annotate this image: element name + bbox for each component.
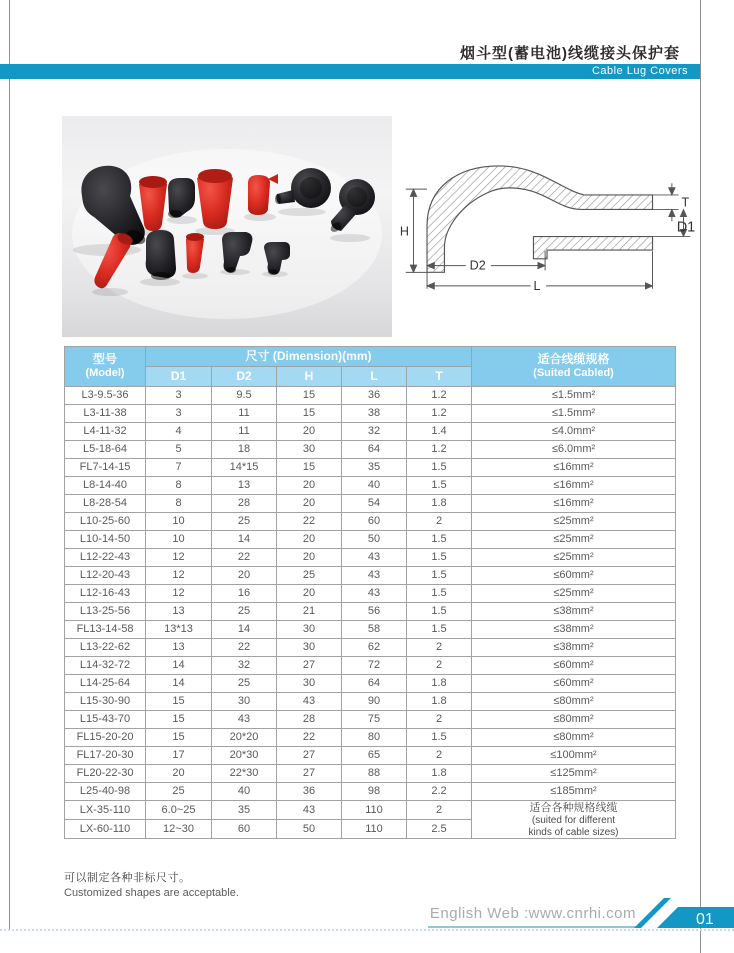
- table-row: [65, 639, 676, 657]
- cell-h: 20: [277, 549, 342, 567]
- cell-l: 98: [342, 783, 407, 801]
- cell-t: 1.8: [407, 675, 472, 693]
- cell-h: 21: [277, 603, 342, 621]
- cell-t: 2: [407, 657, 472, 675]
- table-row: [65, 459, 676, 477]
- notes: [64, 869, 239, 899]
- footer-web-underline: [428, 926, 636, 928]
- table-row: [65, 711, 676, 729]
- cell-d1: 15: [146, 693, 212, 711]
- page-number-flag: [634, 898, 734, 928]
- cell-h: 15: [277, 405, 342, 423]
- note-chinese: 可以制定各种非标尺寸。: [64, 872, 191, 884]
- cell-model: L8-14-40: [65, 477, 146, 495]
- cell-d2: 14: [212, 531, 277, 549]
- cell-suited: ≤16mm²: [472, 495, 676, 513]
- cell-d2: 16: [212, 585, 277, 603]
- column-header-d1: D1: [146, 367, 212, 387]
- cell-d2: 22: [212, 549, 277, 567]
- cell-d2: 35: [212, 801, 277, 820]
- spec-table-header: [65, 347, 676, 387]
- cell-model: LX-60-110: [65, 820, 146, 839]
- cell-d1: 12~30: [146, 820, 212, 839]
- cell-t: 1.5: [407, 585, 472, 603]
- cell-suited: ≤125mm²: [472, 765, 676, 783]
- cell-h: 27: [277, 765, 342, 783]
- cell-l: 35: [342, 459, 407, 477]
- cell-d2: 20*30: [212, 747, 277, 765]
- cell-d1: 25: [146, 783, 212, 801]
- table-row: [65, 441, 676, 459]
- cell-suited: ≤60mm²: [472, 567, 676, 585]
- cell-h: 22: [277, 729, 342, 747]
- cell-h: 30: [277, 639, 342, 657]
- cell-l: 43: [342, 549, 407, 567]
- cell-suited: ≤80mm²: [472, 693, 676, 711]
- cell-t: 1.8: [407, 693, 472, 711]
- cell-t: 1.4: [407, 423, 472, 441]
- section-title-bar: [0, 64, 700, 79]
- column-header-d2: D2: [212, 367, 277, 387]
- cell-model: FL15-20-20: [65, 729, 146, 747]
- table-row: [65, 495, 676, 513]
- cell-l: 40: [342, 477, 407, 495]
- cell-model: L15-43-70: [65, 711, 146, 729]
- cell-l: 54: [342, 495, 407, 513]
- cell-model: L3-11-38: [65, 405, 146, 423]
- left-margin-rule: [9, 0, 10, 931]
- cell-suited: ≤6.0mm²: [472, 441, 676, 459]
- cell-d2: 20: [212, 567, 277, 585]
- cell-d2: 11: [212, 423, 277, 441]
- cell-t: 1.5: [407, 621, 472, 639]
- cell-d1: 13: [146, 639, 212, 657]
- header-model-cn: 型号: [92, 352, 117, 367]
- table-row: [65, 657, 676, 675]
- cell-h: 50: [277, 820, 342, 839]
- cell-suited: ≤25mm²: [472, 585, 676, 603]
- cell-l: 110: [342, 820, 407, 839]
- note-english: Customized shapes are acceptable.: [64, 887, 239, 899]
- cell-model: FL20-22-30: [65, 765, 146, 783]
- table-row: [65, 567, 676, 585]
- cell-t: 1.2: [407, 441, 472, 459]
- cell-model: L5-18-64: [65, 441, 146, 459]
- table-row: [65, 423, 676, 441]
- cell-suited: ≤1.5mm²: [472, 387, 676, 405]
- cell-d1: 8: [146, 477, 212, 495]
- cell-d1: 15: [146, 729, 212, 747]
- cell-d1: 13: [146, 603, 212, 621]
- table-row: [65, 765, 676, 783]
- cell-model: LX-35-110: [65, 801, 146, 820]
- cell-d2: 25: [212, 675, 277, 693]
- product-photo: [62, 116, 392, 337]
- cell-d1: 10: [146, 531, 212, 549]
- header-suited-cn: 适合线缆规格: [537, 352, 610, 367]
- cell-suited: ≤25mm²: [472, 531, 676, 549]
- cell-d1: 14: [146, 657, 212, 675]
- cell-h: 20: [277, 423, 342, 441]
- cell-t: 2: [407, 801, 472, 820]
- cell-l: 110: [342, 801, 407, 820]
- cell-d1: 13*13: [146, 621, 212, 639]
- cell-suited: ≤1.5mm²: [472, 405, 676, 423]
- spec-table-body: [65, 387, 676, 839]
- cell-l: 32: [342, 423, 407, 441]
- cell-h: 25: [277, 567, 342, 585]
- table-row: [65, 621, 676, 639]
- table-row: [65, 801, 676, 820]
- table-row: [65, 729, 676, 747]
- cell-d1: 7: [146, 459, 212, 477]
- label-T: T: [681, 195, 690, 210]
- table-row: [65, 405, 676, 423]
- cell-h: 20: [277, 531, 342, 549]
- header-suited-en: (Suited Cabled): [533, 367, 614, 380]
- cell-d1: 6.0~25: [146, 801, 212, 820]
- cell-l: 64: [342, 675, 407, 693]
- cell-d1: 4: [146, 423, 212, 441]
- cell-t: 1.2: [407, 405, 472, 423]
- cell-suited: ≤38mm²: [472, 603, 676, 621]
- cell-suited: ≤100mm²: [472, 747, 676, 765]
- cell-suited: ≤25mm²: [472, 549, 676, 567]
- product-photo-illustration: [62, 116, 392, 337]
- cell-h: 20: [277, 495, 342, 513]
- column-header-h: H: [277, 367, 342, 387]
- table-row: [65, 477, 676, 495]
- cell-t: 1.2: [407, 387, 472, 405]
- cell-suited: ≤185mm²: [472, 783, 676, 801]
- cell-l: 43: [342, 585, 407, 603]
- table-row: [65, 387, 676, 405]
- cell-d1: 12: [146, 549, 212, 567]
- label-L: L: [533, 278, 541, 293]
- cell-model: FL17-20-30: [65, 747, 146, 765]
- cell-t: 2.5: [407, 820, 472, 839]
- cell-t: 2: [407, 639, 472, 657]
- cell-d2: 14*15: [212, 459, 277, 477]
- cell-d2: 28: [212, 495, 277, 513]
- cell-d1: 5: [146, 441, 212, 459]
- cell-model: L25-40-98: [65, 783, 146, 801]
- cell-d1: 3: [146, 405, 212, 423]
- cell-model: L12-16-43: [65, 585, 146, 603]
- footer-website: English Web :www.cnrhi.com: [429, 905, 636, 922]
- cell-h: 43: [277, 693, 342, 711]
- column-header-l: L: [342, 367, 407, 387]
- cell-l: 58: [342, 621, 407, 639]
- page-number: 01: [696, 911, 714, 928]
- cell-l: 38: [342, 405, 407, 423]
- cell-h: 27: [277, 657, 342, 675]
- cell-model: FL13-14-58: [65, 621, 146, 639]
- cell-d2: 25: [212, 513, 277, 531]
- cell-h: 27: [277, 747, 342, 765]
- cell-t: 2.2: [407, 783, 472, 801]
- cell-model: L3-9.5-36: [65, 387, 146, 405]
- page-title-chinese: 烟斗型(蓄电池)线缆接头保护套: [460, 45, 680, 62]
- cell-h: 28: [277, 711, 342, 729]
- cell-t: 1.5: [407, 459, 472, 477]
- cell-model: L4-11-32: [65, 423, 146, 441]
- cell-suited: ≤60mm²: [472, 675, 676, 693]
- table-row: [65, 693, 676, 711]
- pipe-wall-bottom: [533, 237, 652, 259]
- cell-h: 43: [277, 801, 342, 820]
- cell-t: 1.8: [407, 495, 472, 513]
- cell-l: 60: [342, 513, 407, 531]
- cell-model: L8-28-54: [65, 495, 146, 513]
- cell-t: 1.5: [407, 531, 472, 549]
- cell-d2: 9.5: [212, 387, 277, 405]
- cell-d2: 30: [212, 693, 277, 711]
- table-row: [65, 549, 676, 567]
- cell-l: 43: [342, 567, 407, 585]
- cell-suited: ≤38mm²: [472, 621, 676, 639]
- cell-t: 1.5: [407, 729, 472, 747]
- cell-model: L10-14-50: [65, 531, 146, 549]
- table-row: [65, 513, 676, 531]
- cell-h: 20: [277, 585, 342, 603]
- cell-d2: 60: [212, 820, 277, 839]
- cell-d1: 10: [146, 513, 212, 531]
- cell-suited: ≤80mm²: [472, 729, 676, 747]
- cell-l: 64: [342, 441, 407, 459]
- cell-t: 1.5: [407, 549, 472, 567]
- cell-d2: 14: [212, 621, 277, 639]
- cell-d2: 22: [212, 639, 277, 657]
- cell-d1: 8: [146, 495, 212, 513]
- label-H: H: [399, 224, 410, 239]
- cell-h: 30: [277, 621, 342, 639]
- cell-d1: 14: [146, 675, 212, 693]
- cell-l: 56: [342, 603, 407, 621]
- table-row: [65, 585, 676, 603]
- cell-model: L12-22-43: [65, 549, 146, 567]
- cell-suited: ≤38mm²: [472, 639, 676, 657]
- cell-d2: 13: [212, 477, 277, 495]
- table-row: [65, 783, 676, 801]
- cell-d2: 18: [212, 441, 277, 459]
- cell-d2: 32: [212, 657, 277, 675]
- cell-d2: 11: [212, 405, 277, 423]
- cell-d1: 20: [146, 765, 212, 783]
- cell-l: 36: [342, 387, 407, 405]
- cell-d1: 17: [146, 747, 212, 765]
- label-D2: D2: [469, 258, 486, 273]
- cell-model: L10-25-60: [65, 513, 146, 531]
- cell-l: 75: [342, 711, 407, 729]
- cell-l: 80: [342, 729, 407, 747]
- dimension-diagram: [398, 150, 698, 296]
- table-row: [65, 603, 676, 621]
- cell-d1: 12: [146, 567, 212, 585]
- cell-d2: 22*30: [212, 765, 277, 783]
- cell-h: 15: [277, 387, 342, 405]
- cell-t: 1.5: [407, 567, 472, 585]
- cell-suited: ≤16mm²: [472, 477, 676, 495]
- cell-suited: ≤25mm²: [472, 513, 676, 531]
- cell-t: 2: [407, 711, 472, 729]
- cell-suited-merged: 适合各种规格线缆 (suited for different kinds of cable sizes): [472, 801, 676, 839]
- cell-d2: 40: [212, 783, 277, 801]
- cell-t: 1.5: [407, 603, 472, 621]
- cell-model: L15-30-90: [65, 693, 146, 711]
- cell-t: 1.5: [407, 477, 472, 495]
- cover-black-boot: [146, 230, 176, 280]
- cell-model: FL7-14-15: [65, 459, 146, 477]
- cell-suited: ≤80mm²: [472, 711, 676, 729]
- cell-l: 90: [342, 693, 407, 711]
- cell-h: 30: [277, 675, 342, 693]
- cell-d1: 3: [146, 387, 212, 405]
- cell-l: 50: [342, 531, 407, 549]
- cell-d2: 43: [212, 711, 277, 729]
- column-header-t: T: [407, 367, 472, 387]
- cell-d1: 12: [146, 585, 212, 603]
- cell-suited: ≤16mm²: [472, 459, 676, 477]
- cell-h: 22: [277, 513, 342, 531]
- cell-model: L14-32-72: [65, 657, 146, 675]
- cell-model: L12-20-43: [65, 567, 146, 585]
- spec-table: [64, 346, 676, 839]
- right-margin-rule: [700, 0, 701, 953]
- cell-l: 88: [342, 765, 407, 783]
- header-model-en: (Model): [85, 367, 125, 380]
- cell-l: 62: [342, 639, 407, 657]
- cell-t: 1.8: [407, 765, 472, 783]
- column-header-dimension: 尺寸 (Dimension)(mm): [146, 347, 472, 367]
- cell-t: 2: [407, 513, 472, 531]
- column-header-suited: [472, 347, 676, 387]
- cell-d2: 20*20: [212, 729, 277, 747]
- cell-suited: ≤60mm²: [472, 657, 676, 675]
- table-row: [65, 531, 676, 549]
- label-D1: D1: [676, 219, 696, 236]
- cell-h: 20: [277, 477, 342, 495]
- cell-d1: 15: [146, 711, 212, 729]
- table-row: [65, 675, 676, 693]
- cell-t: 2: [407, 747, 472, 765]
- page-title-english: Cable Lug Covers: [591, 65, 688, 77]
- cell-model: L14-25-64: [65, 675, 146, 693]
- cell-d2: 25: [212, 603, 277, 621]
- table-row: [65, 747, 676, 765]
- footer-dotted-rule: [0, 929, 734, 931]
- cell-h: 36: [277, 783, 342, 801]
- cell-l: 65: [342, 747, 407, 765]
- cell-model: L13-25-56: [65, 603, 146, 621]
- column-header-model: [65, 347, 146, 387]
- cell-h: 15: [277, 459, 342, 477]
- cell-model: L13-22-62: [65, 639, 146, 657]
- cell-suited: ≤4.0mm²: [472, 423, 676, 441]
- cell-l: 72: [342, 657, 407, 675]
- cell-h: 30: [277, 441, 342, 459]
